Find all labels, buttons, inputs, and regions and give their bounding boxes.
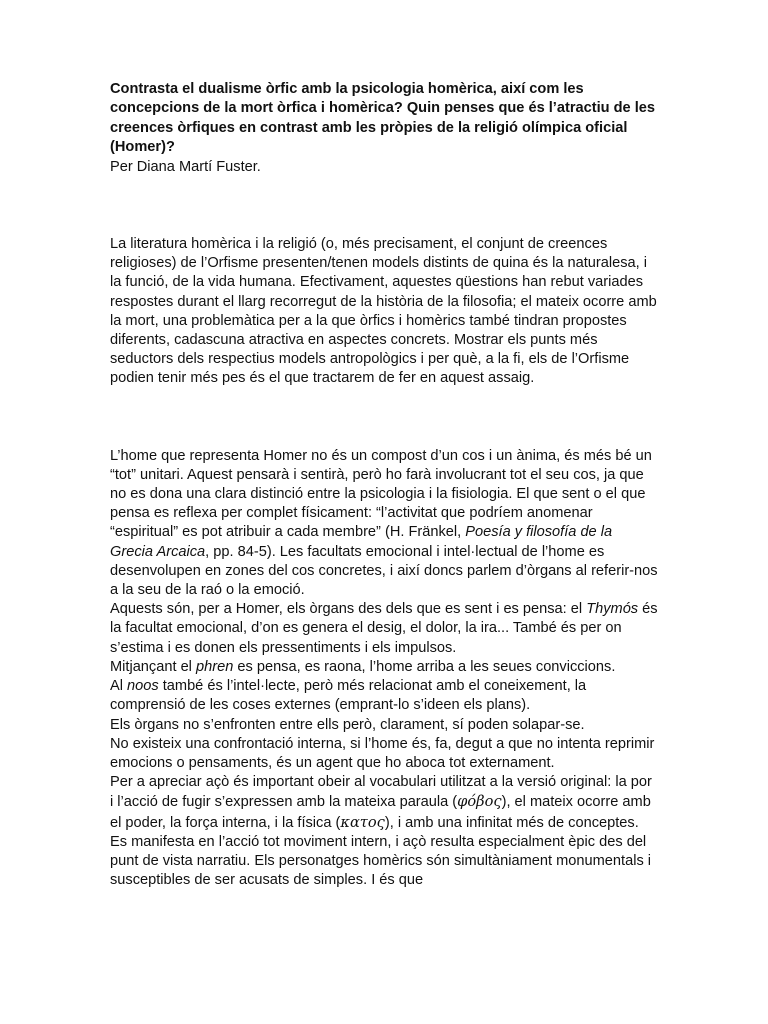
body-text-10: No existeix una confrontació interna, si l’home és, fa, degut a que no intenta reprimir emocions o pensaments, és un agent que ho aboca tot externament. — [110, 735, 655, 771]
body-text-2: , pp. 84-5). Les facultats emocional i intel·lectual de l’home es desenvolupen en zones del cos concretes, i així doncs parlem d’òrgans al referir-nos a la seu de la raó o la emoció. — [110, 543, 658, 599]
body-text-7: Al — [110, 678, 128, 695]
term-thymos: Thymós — [586, 601, 639, 618]
body-text-1: L’home que representa Homer no és un compost d’un cos i un ànima, és més bé un “tot” unitari. Aquest pensarà i sentirà, però ho farà involucrant tot el seu cos, ja que no es dona una clara distinció entre la psicologia i la fisiologia. El que sent o el que pensa es reflexa per complet físicament: “l’activitat que podríem anomenar “espiritual” es pot atribuir a cada membre” (H. Fränkel, — [110, 447, 652, 541]
document-page — [110, 80, 658, 890]
book-title: Poesía y filosofía de la Grecia Arcaica — [110, 524, 613, 560]
greek-term-phobos: φόβος — [457, 793, 502, 811]
body-text-5: Mitjançant el — [110, 658, 196, 675]
body-text-3: Aquests són, per a Homer, els òrgans des dels que es sent i es pensa: el — [110, 601, 587, 618]
term-noos: noos — [127, 678, 159, 695]
greek-term-kratos: κατος — [340, 813, 385, 831]
body-paragraph — [110, 447, 658, 891]
body-text-4: és la facultat emocional, d’on es genera el desig, el dolor, la ira... També és per on s’estima i es donen els pressentiments i els impulsos. — [110, 601, 658, 656]
term-phren: phren — [195, 658, 234, 675]
body-text-11: Per a apreciar açò és important obeir al vocabulari utilitzat a la versió original: la por i l’acció de fugir s’expressen amb la mateixa paraula ( — [110, 774, 652, 811]
body-text-9: Els òrgans no s’enfronten entre ells però, clarament, sí poden solapar-se. — [110, 716, 585, 733]
body-text-12: ), el mateix ocorre amb el poder, la força interna, i la física ( — [110, 794, 651, 831]
intro-paragraph: La literatura homèrica i la religió (o, més precisament, el conjunt de creences religioses) de l’Orfisme presenten/tenen models distints de quina és la naturalesa, i la funció, de la vida humana. Efectivament, aquestes qüestions han rebut variades respostes durant el llarg recorregut de la història de la filosofia; el mateix ocorre amb la mort, una problemàtica per a la que òrfics i homèrics també tindran propostes diferents, cadascuna atractiva en aspectes concrets. Mostrar els punts més seductors dels respectius models antropològics i per què, a la fi, els de l’Orfisme podien tenir més pes és el que tractarem de fer en aquest assaig. — [110, 236, 657, 387]
document-author: Per Diana Martí Fuster. — [110, 158, 261, 175]
document-title: Contrasta el dualisme òrfic amb la psicologia homèrica, així com les concepcions de la mort òrfica i homèrica? Quin penses que és l’atractiu de les creences òrfiques en contrast amb les pròpies de la religió olímpica oficial (Homer)? — [110, 81, 655, 156]
body-text-13: ), i amb una infinitat més de conceptes. Es manifesta en l’acció tot moviment intern, i açò resulta especialment èpic des del punt de vista narratiu. Els personatges homèrics són simultàniament monumentals i susceptibles de ser acusats de simples. I és que — [110, 814, 652, 889]
body-text-8: també és l’intel·lecte, però més relacionat amb el coneixement, la comprensió de les coses externes (emprant-lo s’ideen els plans). — [110, 678, 587, 714]
body-text-6: es pensa, es raona, l’home arriba a les seues conviccions. — [233, 658, 616, 675]
